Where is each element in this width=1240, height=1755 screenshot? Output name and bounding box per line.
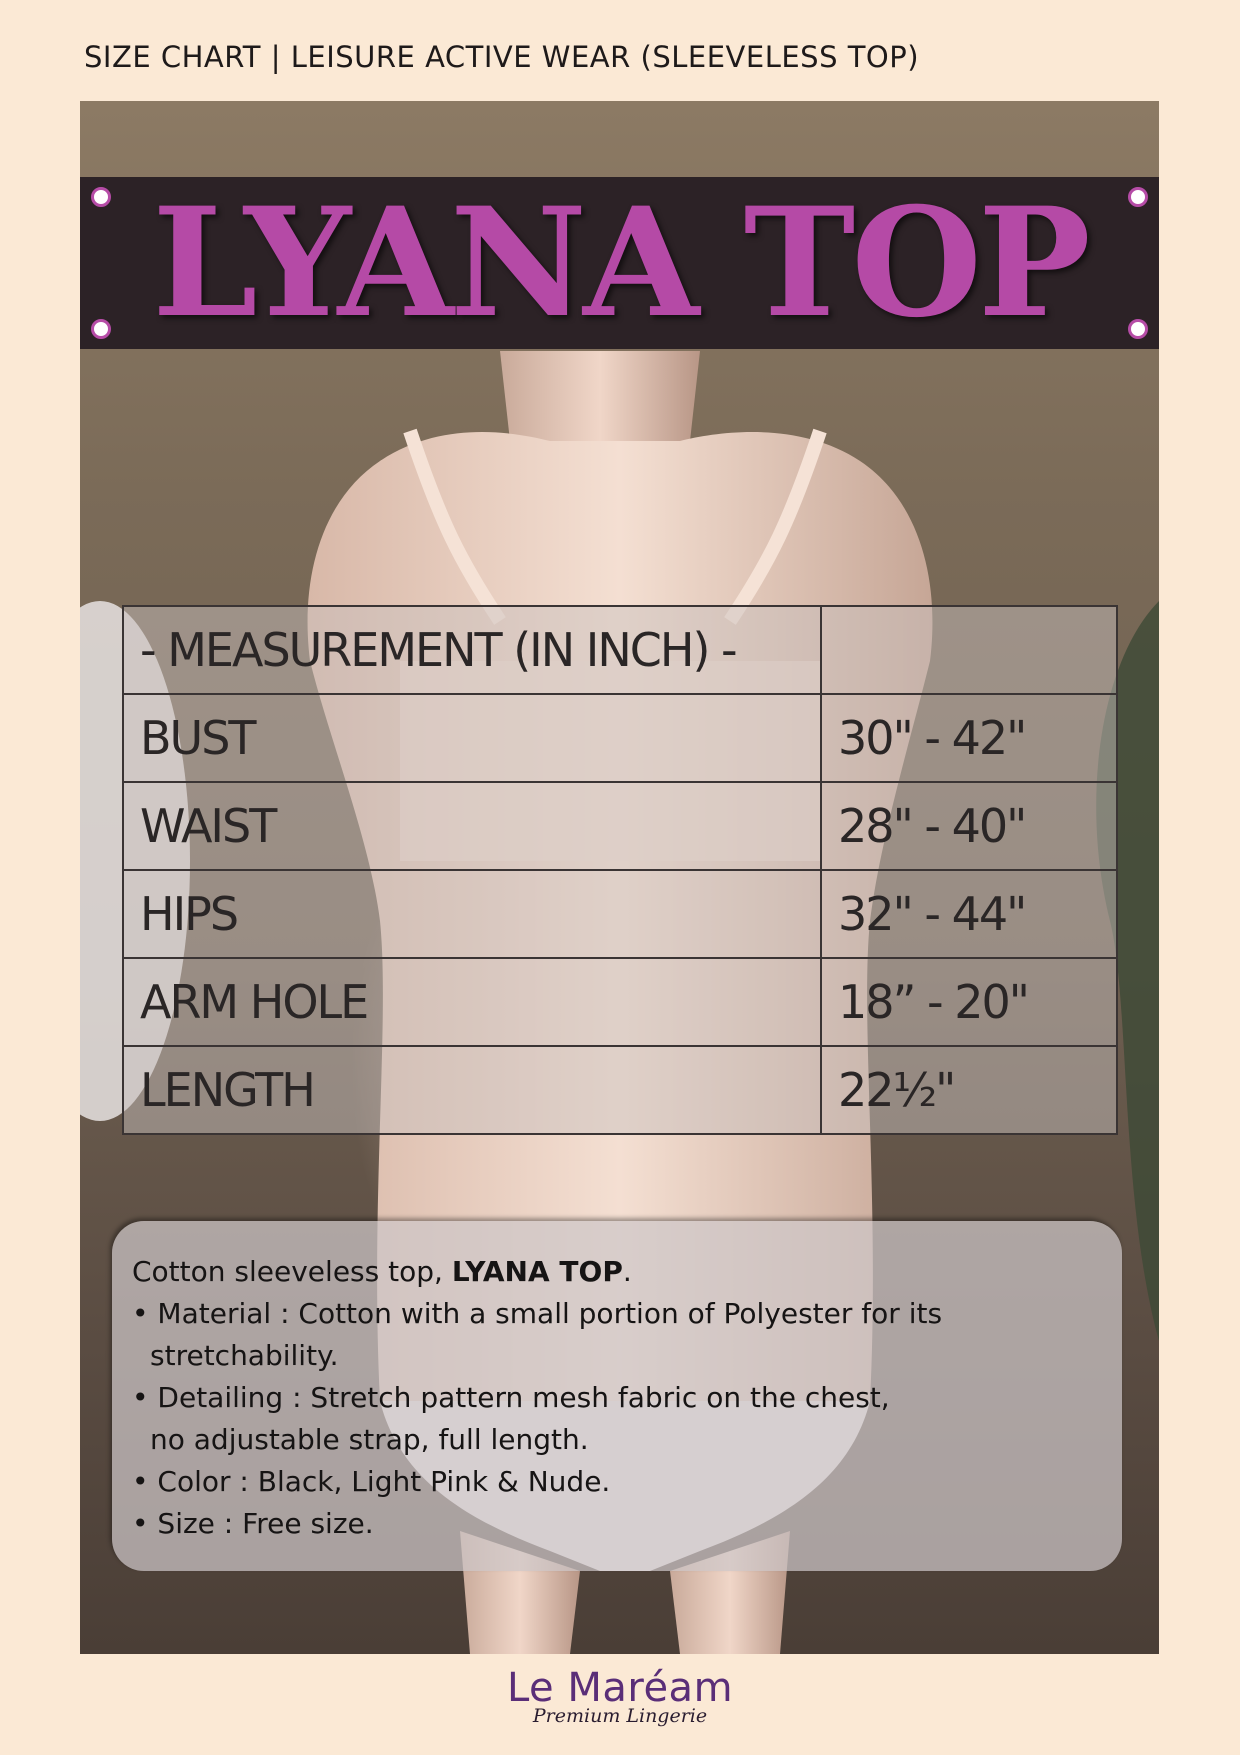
product-title: LYANA TOP (152, 175, 1087, 351)
brand-tagline: Premium Lingerie (532, 1705, 708, 1727)
description-box (112, 1221, 1122, 1571)
brand-logo (0, 1666, 1240, 1726)
description-intro (132, 1251, 1102, 1293)
table-row (123, 782, 1117, 870)
table-row (123, 870, 1117, 958)
row-value: 28" - 40" (821, 782, 1117, 870)
page-header: SIZE CHART | LEISURE ACTIVE WEAR (SLEEVELESS TOP) (84, 40, 920, 74)
row-label: ARM HOLE (123, 958, 821, 1046)
detailing-line-cont: no adjustable strap, full length. (150, 1423, 589, 1456)
table-row (123, 958, 1117, 1046)
row-label: LENGTH (123, 1046, 821, 1134)
table-header-empty (821, 606, 1117, 694)
brand-name: Le Maréam (506, 1665, 734, 1711)
row-value: 30" - 42" (821, 694, 1117, 782)
material-line-cont: stretchability. (150, 1339, 339, 1372)
row-value: 32" - 44" (821, 870, 1117, 958)
intro-end: . (622, 1255, 632, 1288)
row-value: 18” - 20" (821, 958, 1117, 1046)
size-line: • Size : Free size. (132, 1507, 374, 1540)
intro-text: Cotton sleeveless top, (132, 1255, 452, 1288)
table-row (123, 694, 1117, 782)
product-photo (80, 101, 1159, 1654)
row-value: 22½" (821, 1046, 1117, 1134)
color-line: • Color : Black, Light Pink & Nude. (132, 1465, 611, 1498)
intro-product-name: LYANA TOP (451, 1255, 623, 1288)
measurement-table (122, 605, 1118, 1135)
detailing-line: • Detailing : Stretch pattern mesh fabric on the chest, (132, 1381, 890, 1414)
table-header: - MEASUREMENT (IN INCH) - (123, 606, 821, 694)
material-line: • Material : Cotton with a small portion of Polyester for its (132, 1297, 943, 1330)
row-label: WAIST (123, 782, 821, 870)
title-banner (80, 177, 1159, 349)
table-row (123, 606, 1117, 694)
row-label: BUST (123, 694, 821, 782)
row-label: HIPS (123, 870, 821, 958)
table-row (123, 1046, 1117, 1134)
